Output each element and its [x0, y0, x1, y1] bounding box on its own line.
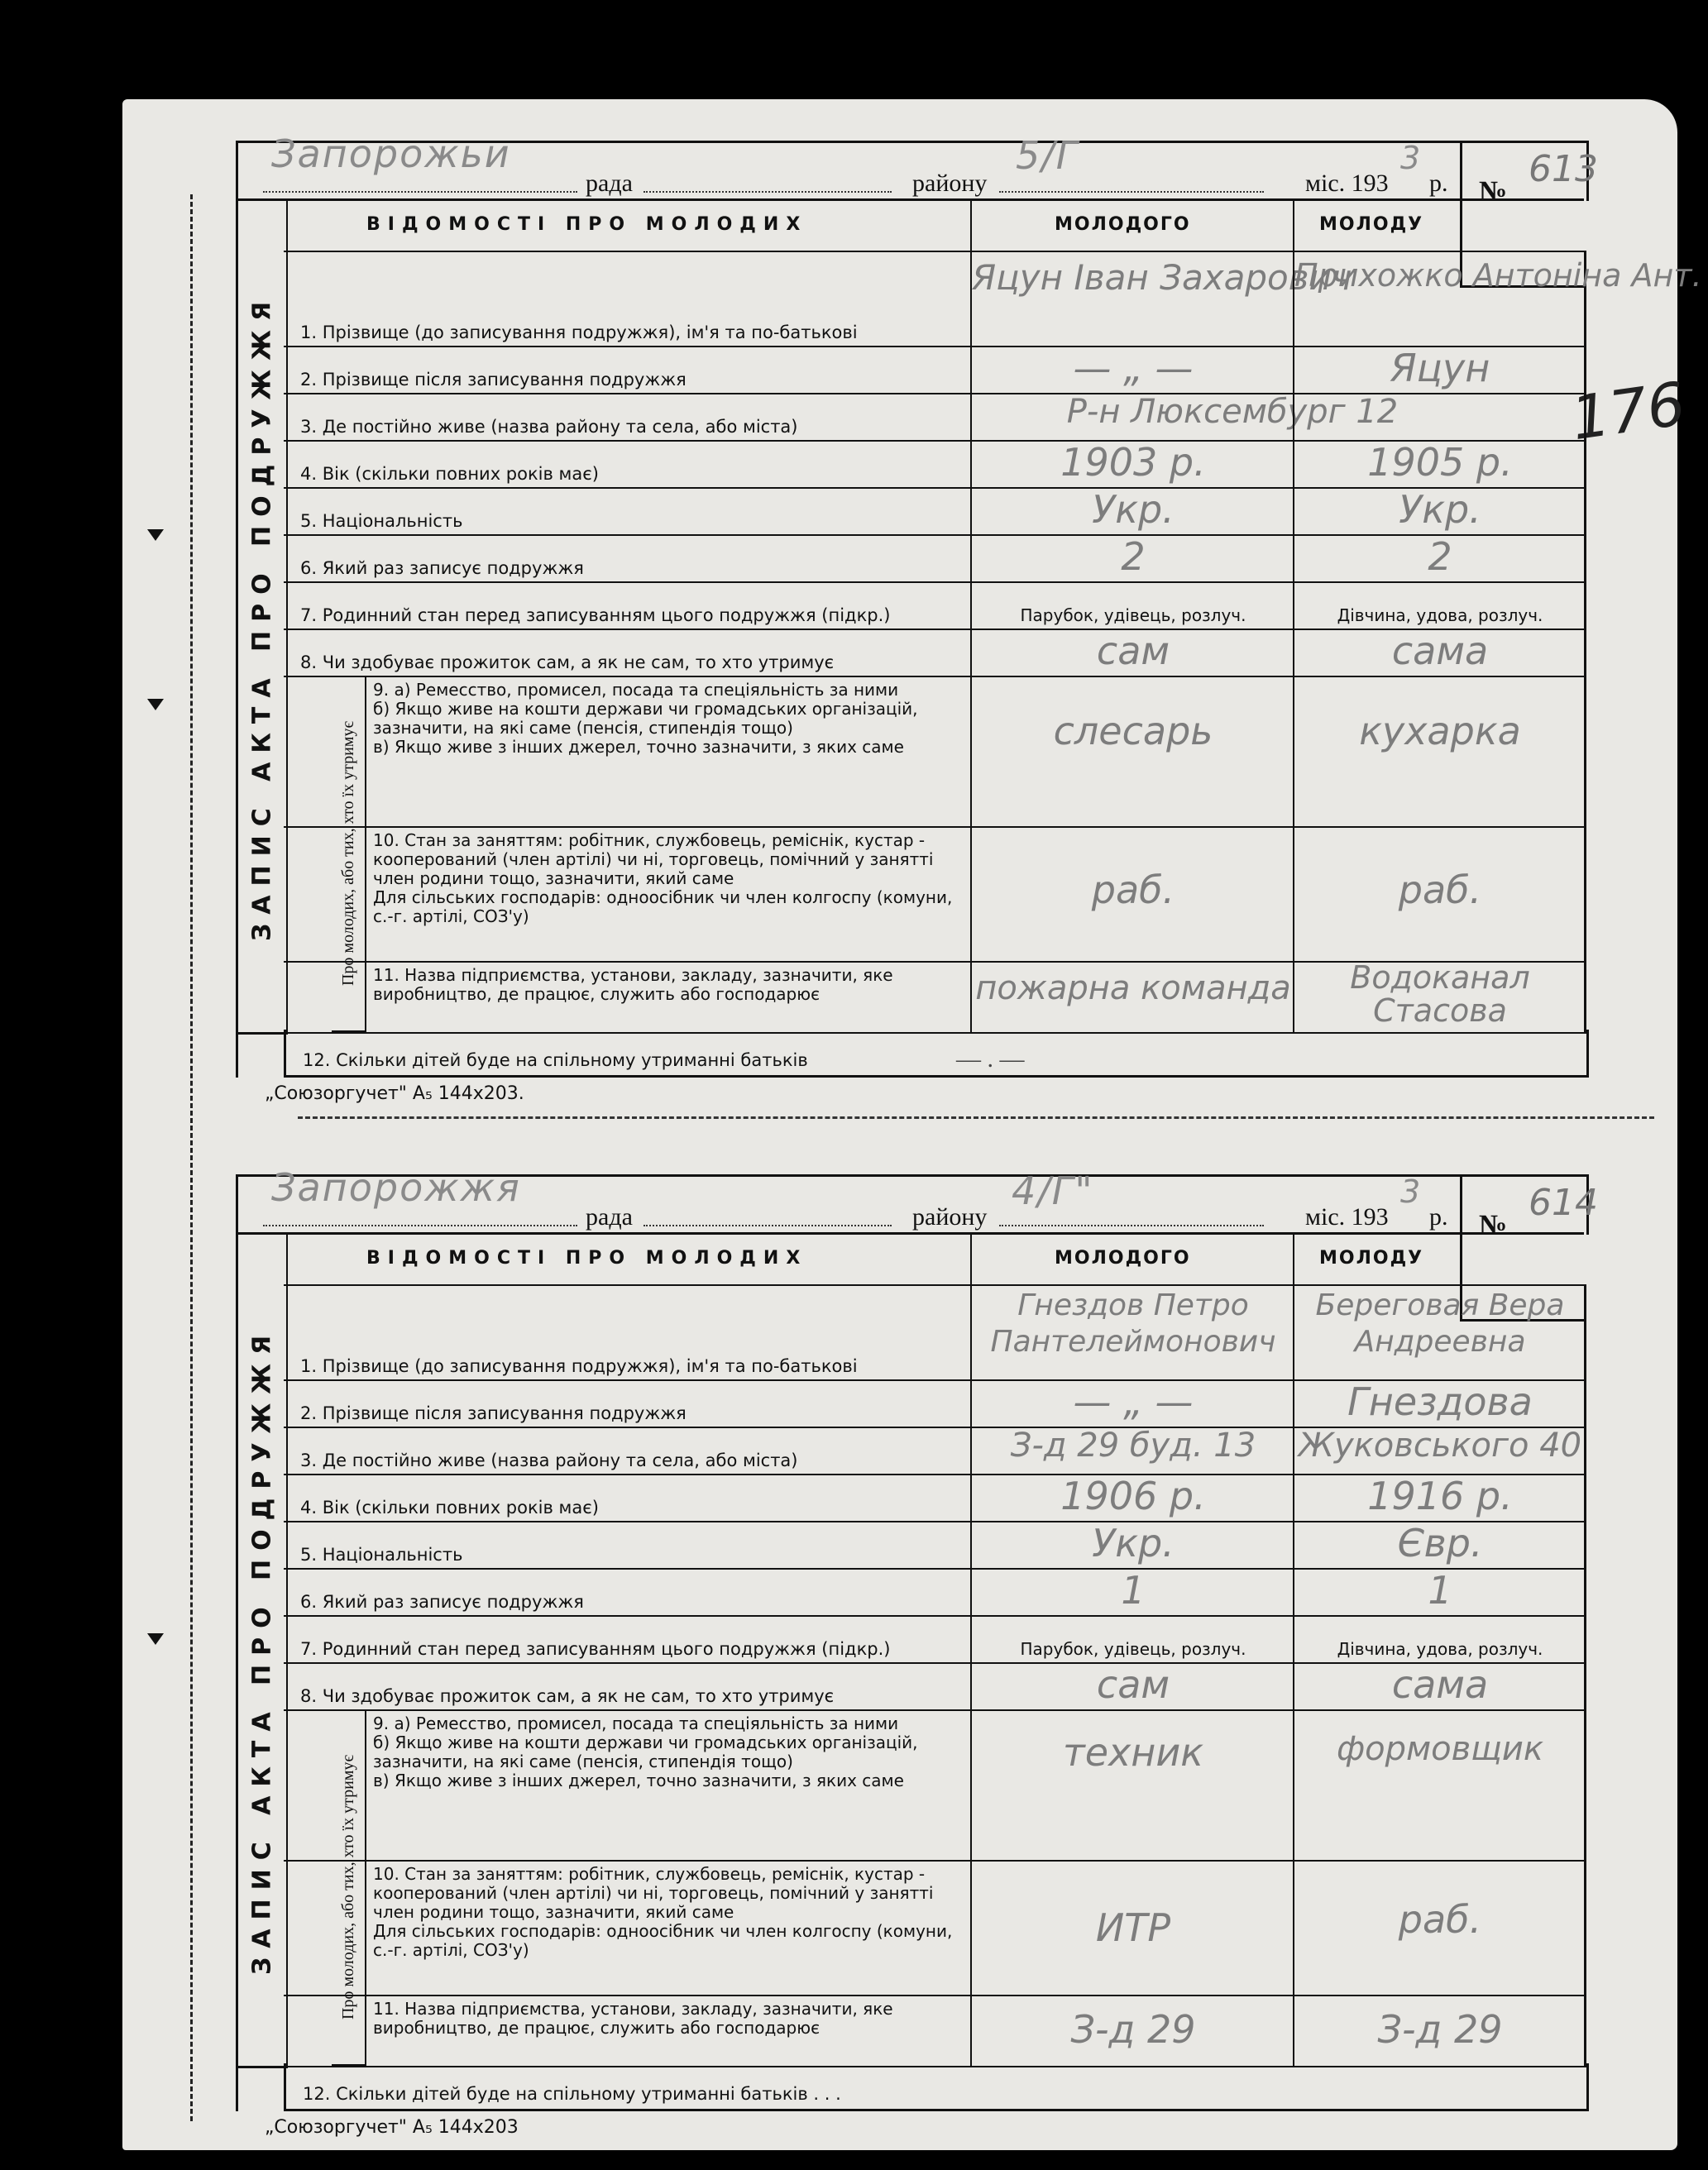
bride-answer: формовщик: [1336, 1730, 1544, 1768]
rayon-label: району: [912, 170, 988, 197]
question-9: 9. а) Ремесство, промисел, посада та спеціяльність за ними б) Якщо живе на кошти держави чи громадських організацій, зазначити, на які саме (пенсія, стипендія тощо) в) Якщо живе з інших джерел, точно зазначити, з яких саме: [373, 680, 918, 757]
year-hw: 3: [1400, 140, 1423, 176]
side-sub: Про молодих, або тих, хто їх утримує: [339, 1754, 357, 2019]
punch-mark: [147, 529, 164, 541]
groom-status-print: Парубок, удівець, розлуч.: [1020, 605, 1246, 625]
bride-answer: Євр.: [1397, 1521, 1483, 1565]
bride-answer: Жуковського 40: [1298, 1427, 1582, 1465]
question: 4. Вік (скільки повних років має): [300, 464, 599, 484]
groom-answer: 1: [1121, 1568, 1146, 1613]
table-row: [284, 581, 1586, 630]
number-label: №: [1479, 1210, 1508, 1240]
question: 6. Який раз записує подружжя: [300, 558, 584, 578]
rayon-hw: 5/Г: [1016, 133, 1079, 178]
groom-answer: — „ —: [1073, 1379, 1194, 1424]
table-head-row: [284, 1235, 1584, 1286]
groom-answer: З-д 29 буд. 13: [1010, 1427, 1256, 1465]
groom-answer: 1903 р.: [1060, 440, 1206, 485]
date-label: міс. 193: [1305, 1203, 1389, 1231]
table-row: [284, 346, 1586, 394]
table-row: [284, 1615, 1586, 1664]
head-bride: МОЛОДУ: [1319, 1248, 1424, 1269]
groom-answer: Гнездов Петро Пантелеймонович: [990, 1288, 1276, 1359]
form-614: [236, 1165, 1598, 2138]
table-row: [284, 393, 1586, 442]
table-row: [284, 534, 1586, 583]
question: 1. Прізвище (до записування подружжя), ім'я та по-батькові: [300, 1356, 858, 1376]
place-hw: Запорожьи: [271, 131, 511, 176]
question-10: 10. Стан за заняттям: робітник, службовець, реміснік, кустар - кооперований (член артілі) чи ні, торговець, помічний у занятті член родини тощо, зазначити, який саме Для сільських господарів: одноосібник чи член колгоспу (комуни, с.-г. артілі, СОЗ'у): [373, 1864, 953, 1960]
question: 5. Національність: [300, 511, 463, 531]
bride-answer: Гнездова: [1347, 1379, 1533, 1424]
side-title: ЗАПИС АКТА ПРО ПОДРУЖЖЯ: [247, 292, 277, 941]
rayon-hw: 4/Г": [1012, 1169, 1094, 1213]
question-12: 12. Скільки дітей буде на спільному утриманні батьків: [303, 1050, 808, 1070]
table-row: [284, 1427, 1586, 1475]
bride-answer: 1: [1428, 1568, 1452, 1613]
groom-answer: техник: [1062, 1730, 1204, 1775]
rada-label: рада: [586, 1203, 633, 1231]
table-row: [284, 1379, 1586, 1428]
r-label: р.: [1429, 170, 1448, 197]
bride-answer: сама: [1391, 1662, 1489, 1707]
groom-answer: сам: [1096, 1662, 1170, 1707]
groom-answer: раб.: [1091, 868, 1175, 912]
table-row: [284, 487, 1586, 536]
bride-answer: Береговая Вера Андреевна: [1315, 1288, 1565, 1359]
groom-answer: слесарь: [1053, 709, 1213, 753]
question: 2. Прізвище після записування подружжя: [300, 370, 687, 390]
cut-line: [190, 194, 196, 2121]
side-sub: Про молодих, або тих, хто їх утримує: [339, 720, 357, 986]
r-label: р.: [1429, 1203, 1448, 1231]
side-title: ЗАПИС АКТА ПРО ПОДРУЖЖЯ: [247, 1326, 277, 1975]
place-hw: Запорожжя: [271, 1165, 521, 1210]
separator-line: [298, 1116, 1654, 1119]
head-groom: МОЛОДОГО: [1055, 214, 1191, 235]
table-row: [284, 440, 1586, 489]
punch-mark: [147, 699, 164, 710]
bride-answer: 1905 р.: [1367, 440, 1513, 485]
table-head-row: [284, 201, 1584, 252]
year-hw: 3: [1400, 1173, 1423, 1210]
print-footer: „Союзоргучет" А₅ 144х203.: [265, 1083, 524, 1104]
question-10: 10. Стан за заняттям: робітник, службовець, реміснік, кустар - кооперований (член артілі) чи ні, торговець, помічний у занятті член родини тощо, зазначити, який саме Для сільських господарів: одноосібник чи член колгоспу (комуни, с.-г. артілі, СОЗ'у): [373, 830, 953, 926]
table-row: [284, 251, 1702, 347]
question-12-hw: — . —: [956, 1045, 1025, 1073]
row-12: [284, 2063, 1589, 2111]
question: 8. Чи здобуває прожиток сам, а як не сам, то хто утримує: [300, 652, 835, 672]
head-info: ВІДОМОСТІ ПРО МОЛОДИХ: [366, 214, 808, 235]
date-label: міс. 193: [1305, 170, 1389, 197]
table-row: [284, 1709, 1586, 1862]
question-12: 12. Скільки дітей буде на спільному утриманні батьків . . .: [303, 2084, 841, 2104]
bride-answer: 2: [1428, 534, 1452, 579]
bride-answer: Водоканал Стасова: [1350, 959, 1530, 1029]
head-info: ВІДОМОСТІ ПРО МОЛОДИХ: [366, 1248, 808, 1269]
number-label: №: [1479, 176, 1508, 207]
table-row: [284, 676, 1586, 828]
question: 6. Який раз записує подружжя: [300, 1592, 584, 1612]
bride-answer: 1916 р.: [1367, 1474, 1513, 1518]
groom-answer: пожарна команда: [975, 969, 1291, 1007]
table-row: [284, 1568, 1586, 1617]
table-row: [284, 961, 1586, 1034]
table-row: [284, 1521, 1586, 1570]
question: 7. Родинний стан перед записуванням цього подружжя (підкр.): [300, 1639, 891, 1659]
question: 2. Прізвище після записування подружжя: [300, 1403, 687, 1423]
bride-answer: Укр.: [1399, 487, 1481, 532]
side-mark: 176: [1567, 368, 1690, 454]
bride-status-print: Дівчина, удова, розлуч.: [1337, 1639, 1543, 1659]
question-9: 9. а) Ремесство, промисел, посада та спеціяльність за ними б) Якщо живе на кошти держави чи громадських організацій, зазначити, на які саме (пенсія, стипендія тощо) в) Якщо живе з інших джерел, точно зазначити, з яких саме: [373, 1714, 918, 1790]
table-row: [284, 1995, 1586, 2067]
rada-label: рада: [586, 170, 633, 197]
groom-answer: Укр.: [1092, 1521, 1175, 1565]
groom-answer: З-д 29: [1070, 2007, 1196, 2052]
print-footer: „Союзоргучет" А₅ 144х203: [265, 2117, 519, 2138]
bride-status-print: Дівчина, удова, розлуч.: [1337, 605, 1543, 625]
bride-answer: Яцун: [1390, 346, 1490, 390]
question: 1. Прізвище (до записування подружжя), ім'я та по-батькові: [300, 323, 858, 342]
side-title-bar: [236, 1232, 288, 2068]
row-12: [284, 1030, 1589, 1078]
groom-answer: — „ —: [1073, 346, 1194, 390]
form-header: [236, 131, 1598, 207]
side-title-bar: [236, 198, 288, 1035]
question: 4. Вік (скільки повних років має): [300, 1498, 599, 1518]
table-row: [284, 1474, 1586, 1522]
question: 3. Де постійно живе (назва району та села, або міста): [300, 417, 798, 437]
head-bride: МОЛОДУ: [1319, 214, 1424, 235]
table-row: [284, 1662, 1586, 1711]
bride-answer: кухарка: [1359, 709, 1521, 753]
groom-answer: Укр.: [1092, 487, 1175, 532]
question: 7. Родинний стан перед записуванням цього подружжя (підкр.): [300, 605, 891, 625]
form-table: [284, 1232, 1584, 2066]
question: 5. Національність: [300, 1545, 463, 1565]
groom-answer: 2: [1121, 534, 1146, 579]
bride-answer: сама: [1391, 629, 1489, 673]
groom-answer: 1906 р.: [1060, 1474, 1206, 1518]
question: 8. Чи здобуває прожиток сам, а як не сам, то хто утримує: [300, 1686, 835, 1706]
groom-status-print: Парубок, удівець, розлуч.: [1020, 1639, 1246, 1659]
groom-answer: Яцун Іван Захарович: [972, 257, 1352, 298]
bride-answer: Прихожко Антоніна Ант.: [1294, 257, 1702, 294]
table-row: [284, 1860, 1586, 1996]
number-hw: 613: [1529, 148, 1598, 190]
table-row: [284, 1284, 1586, 1381]
question-11: 11. Назва підприємства, установи, закладу, зазначити, яке виробництво, де працює, служить або господарює: [373, 965, 893, 1004]
table-row: [284, 629, 1586, 677]
form-header: [236, 1165, 1598, 1240]
rayon-label: району: [912, 1203, 988, 1231]
number-hw: 614: [1529, 1182, 1598, 1224]
bride-answer: раб.: [1398, 1897, 1482, 1942]
groom-answer: ИТР: [1095, 1905, 1171, 1950]
bride-answer: З-д 29: [1377, 2007, 1503, 2052]
groom-answer: Р-н Люксембург 12: [1066, 393, 1399, 431]
table-row: [284, 826, 1586, 963]
punch-mark: [147, 1633, 164, 1645]
groom-answer: сам: [1096, 629, 1170, 673]
question: 3. Де постійно живе (назва району та села, або міста): [300, 1451, 798, 1470]
question-11: 11. Назва підприємства, установи, закладу, зазначити, яке виробництво, де працює, служить або господарює: [373, 1999, 893, 2038]
head-groom: МОЛОДОГО: [1055, 1248, 1191, 1269]
bride-answer: раб.: [1398, 868, 1482, 912]
